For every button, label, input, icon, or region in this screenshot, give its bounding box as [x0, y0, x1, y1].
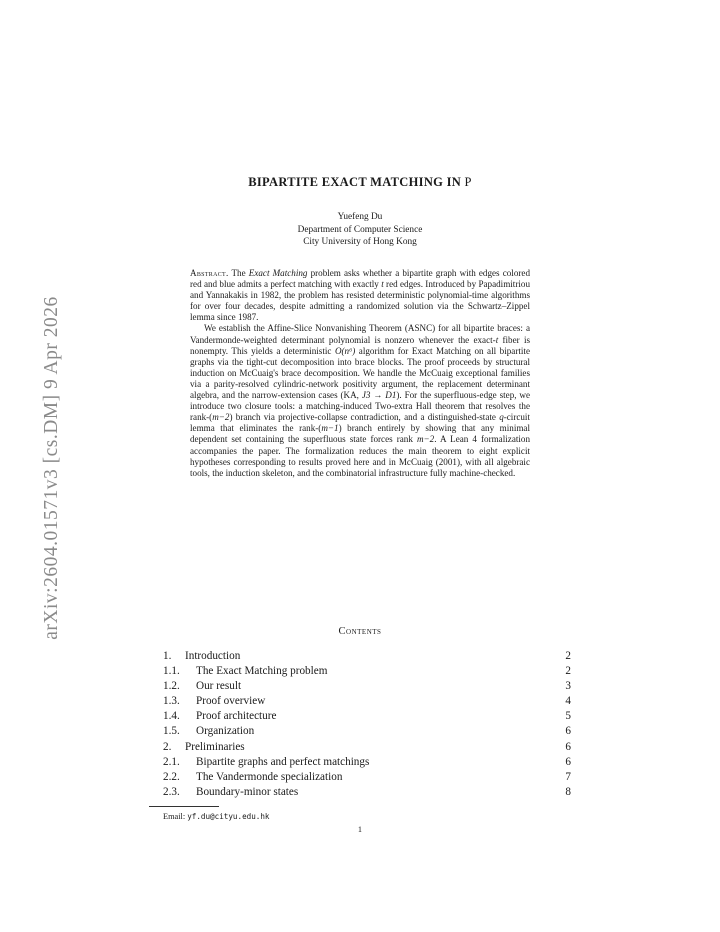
- author-university: City University of Hong Kong: [303, 237, 417, 247]
- toc-entry-number: 1.5.: [163, 725, 180, 738]
- contents-heading: Contents: [338, 626, 382, 637]
- author-department: Department of Computer Science: [297, 224, 423, 235]
- math-symbol: t: [495, 334, 499, 345]
- toc-entry-number: 2.3.: [163, 785, 180, 798]
- toc-entry-title: Organization: [196, 725, 255, 738]
- toc-entry-title: Bipartite graphs and perfect matchings: [196, 755, 370, 768]
- author-block: [0, 211, 720, 249]
- toc-entry-number: 2.: [163, 740, 172, 753]
- toc-entry-title: Proof overview: [196, 695, 266, 708]
- math-symbol: m−2: [212, 412, 230, 423]
- abstract: [190, 268, 530, 479]
- toc-entry-number: 1.2.: [163, 680, 180, 693]
- toc-entry[interactable]: [163, 709, 571, 724]
- toc-entry-number: 1.: [163, 650, 172, 662]
- toc-entry-page: 6: [565, 740, 571, 753]
- abstract-text: red edges. Introduced by Papadimitriou and Yannakakis in 1982, the problem has resisted deterministic polynomial-time algorithms for over four decades, despite admitting a randomized solution via the Schwartz–Zippel lemma since 1987.: [190, 279, 530, 323]
- math-symbol: m−1: [321, 423, 339, 434]
- footnote: [163, 812, 270, 821]
- abstract-text: ) branch via projective-collapse contradiction, and a distinguished-state: [229, 412, 500, 423]
- toc-entry-title: Proof architecture: [196, 710, 277, 723]
- toc-entry[interactable]: [163, 785, 571, 800]
- toc-entry-number: 1.4.: [163, 710, 180, 723]
- title-complexity-class: P: [464, 175, 472, 189]
- toc-entry-page: 8: [565, 785, 571, 798]
- toc-entry-title: The Exact Matching problem: [196, 665, 328, 678]
- abstract-text: problem asks whether a bipartite graph with edges colored red and blue admits a perfect matching with exactly: [190, 268, 530, 290]
- toc-entry-title: Boundary-minor states: [196, 785, 299, 798]
- abstract-text: . A Lean 4 formalization accompanies the paper. The formalization reduces the main theorem to eight explicit hypotheses corresponding to results proved here and in McCuaig (2001), with all algebraic tools, the induction skeleton, and the combinatorial infrastructure fully machine-checked.: [190, 434, 530, 478]
- abstract-paragraph-2: [190, 323, 530, 478]
- abstract-emphasis: Exact Matching: [248, 268, 308, 278]
- toc-entry-page: 7: [565, 770, 571, 783]
- arxiv-identifier: arXiv:2604.01571v3 [cs.DM] 9 Apr 2026: [41, 296, 62, 640]
- toc-entry-number: 2.1.: [163, 755, 180, 768]
- abstract-text: We establish the Affine-Slice Nonvanishing Theorem (ASNC) for all bipartite braces: a Vandermonde-weighted determinant polynomial is nonzero whenever the exact-: [190, 323, 530, 345]
- toc-entry[interactable]: [163, 770, 571, 785]
- toc-entry[interactable]: [163, 724, 571, 739]
- footnote-label: Email:: [163, 812, 188, 821]
- abstract-text: algorithm for Exact Matching on all bipartite graphs via the tight-cut decomposition into brace blocks. The proof proceeds by structural induction on McCuaig's brace decomposition. We handle the McCuaig exceptional families via a parity-resolved cylindric-network positivity argument, the replacement determinant algebra, and the narrow-extension cases (KA,: [190, 345, 530, 401]
- toc-entry-page: 3: [565, 680, 571, 693]
- toc-entry[interactable]: [163, 694, 571, 709]
- toc-entry-page: 2: [565, 650, 571, 662]
- math-symbol: t: [381, 279, 384, 290]
- abstract-text: -circuit lemma that eliminates the rank-(: [190, 412, 530, 434]
- toc-entry-page: 5: [565, 710, 571, 723]
- abstract-text: fiber is nonempty. This yields a deterministic: [190, 334, 531, 356]
- toc-entry-title: Preliminaries: [185, 740, 245, 753]
- toc-entry-number: 1.3.: [163, 695, 180, 708]
- toc-entry-page: 2: [565, 665, 571, 678]
- abstract-text: The: [228, 268, 249, 278]
- toc-entry[interactable]: [163, 740, 571, 755]
- paper-title: [0, 175, 720, 190]
- math-symbol: J3 → D1: [361, 390, 397, 401]
- toc-entry-number: 1.1.: [163, 665, 180, 678]
- abstract-paragraph-1: [190, 268, 530, 323]
- toc-entry-title: Our result: [196, 680, 242, 693]
- toc-entry-page: 6: [565, 755, 571, 768]
- toc-entry[interactable]: [163, 664, 571, 679]
- toc-entry[interactable]: [163, 755, 571, 770]
- toc-entry-number: 2.2.: [163, 770, 180, 783]
- toc-entry-title: The Vandermonde specialization: [196, 770, 343, 783]
- table-of-contents: [163, 649, 571, 800]
- toc-entry-page: 4: [565, 695, 571, 708]
- footnote-rule: [149, 806, 219, 807]
- author-name: Yuefeng Du: [337, 212, 383, 222]
- abstract-label: Abstract.: [190, 268, 229, 278]
- page-number: 1: [357, 825, 363, 834]
- toc-entry-page: 6: [565, 725, 571, 738]
- math-complexity: O(n⁶): [334, 345, 356, 356]
- title-main: BIPARTITE EXACT MATCHING IN: [248, 175, 462, 189]
- toc-entry-title: Introduction: [185, 650, 241, 662]
- toc-entry[interactable]: [163, 649, 571, 664]
- math-symbol: q: [499, 412, 504, 423]
- math-symbol: m−2: [416, 434, 435, 445]
- abstract-text: ). For the superfluous-edge step, we introduce two closure tools: a matching-induced Two-extra Hall theorem that resolves the rank-(: [190, 390, 530, 423]
- email-link[interactable]: yf.du@cityu.edu.hk: [187, 812, 270, 821]
- toc-entry[interactable]: [163, 679, 571, 694]
- abstract-text: ) branch entirely by showing that any minimal dependent set containing the superfluous state forces rank: [190, 423, 530, 445]
